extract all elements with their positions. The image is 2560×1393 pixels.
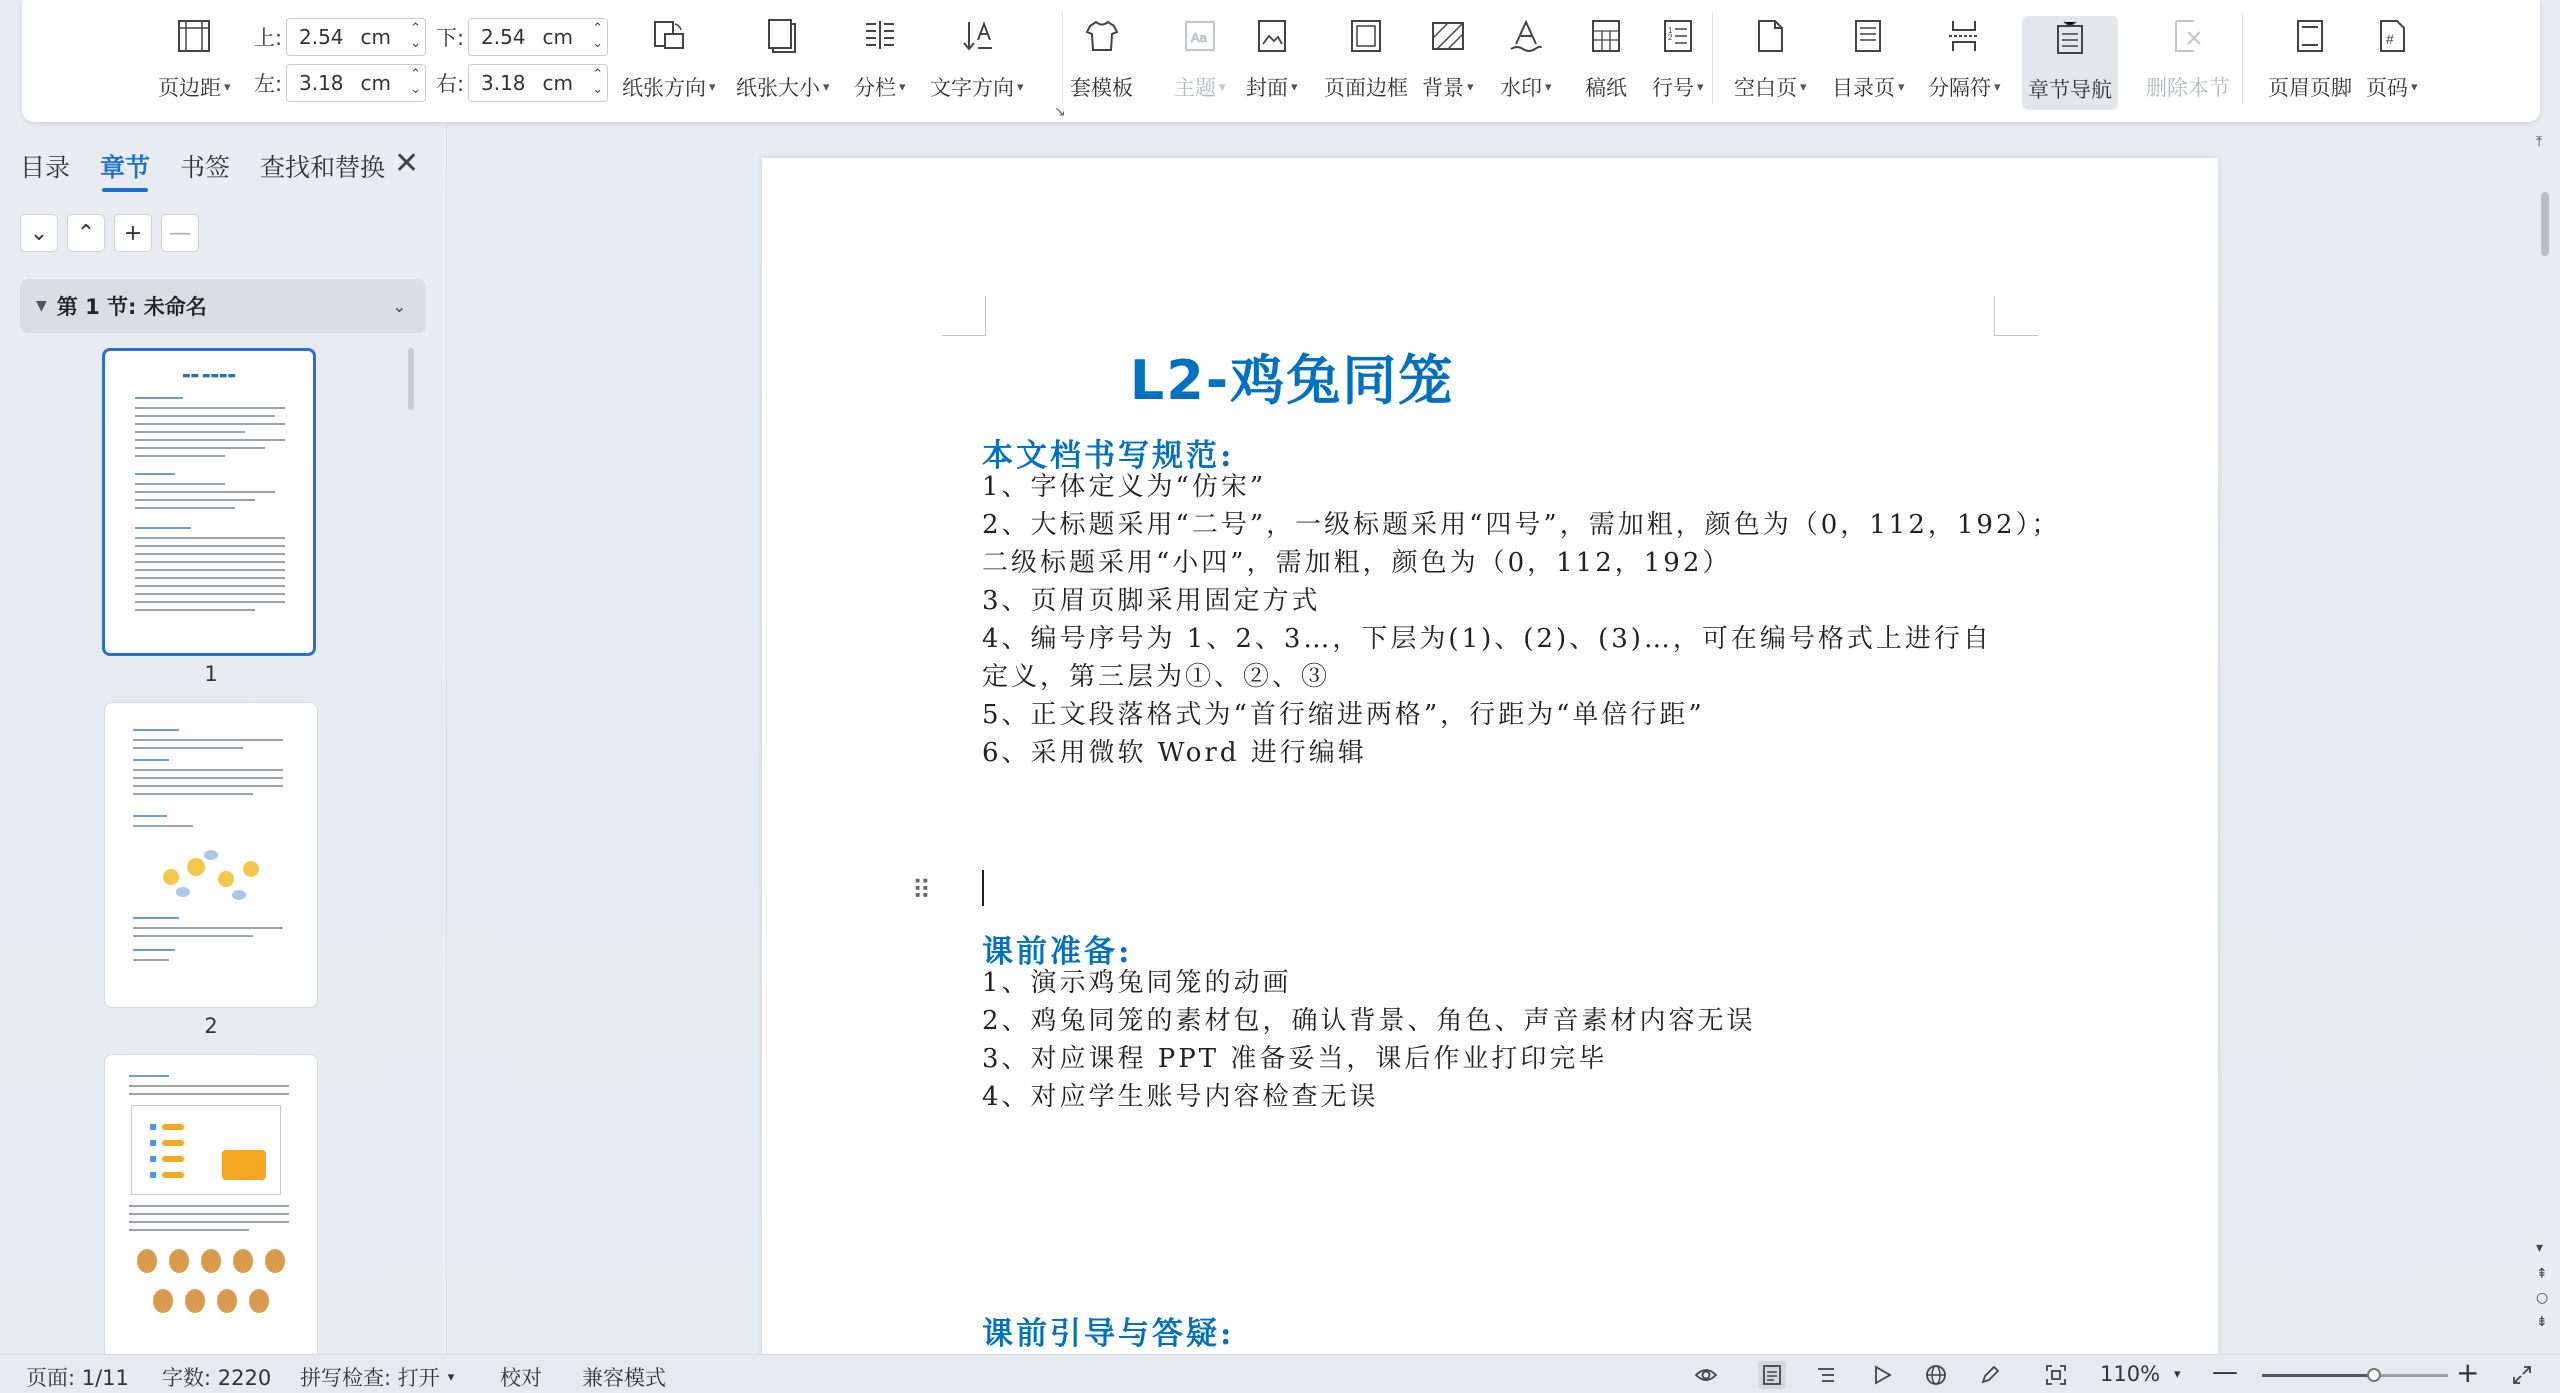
line-numbers-icon <box>1656 14 1700 58</box>
manuscript-grid-icon <box>1584 14 1628 58</box>
chevron-down-icon: ▾ <box>1219 79 1226 95</box>
prep-line: 2、鸡兔同笼的素材包，确认背景、角色、声音素材内容无误 <box>982 1006 1756 1036</box>
text-cursor <box>982 870 984 906</box>
page-number-icon <box>2370 14 2414 58</box>
cover-button[interactable] <box>1246 14 1298 102</box>
pen-icon[interactable] <box>1976 1361 2004 1389</box>
text-direction-button[interactable] <box>930 14 1024 102</box>
triangle-down-icon: ▼ <box>36 298 47 314</box>
tab-toc[interactable]: 目录 <box>20 153 71 182</box>
chevron-down-icon[interactable]: ⌄ <box>392 296 406 316</box>
tab-find-replace[interactable]: 查找和替换 <box>260 153 386 182</box>
section-title: 第 1 节: 未命名 <box>56 295 207 319</box>
margin-top-value: 2.54 <box>299 25 344 49</box>
nav-scrollbar[interactable] <box>408 348 414 410</box>
background-icon <box>1426 14 1470 58</box>
ribbon-divider <box>1712 12 1713 104</box>
margins-label: 页边距 <box>158 76 221 100</box>
toc-page-button[interactable] <box>1832 14 1905 102</box>
blank-page-button[interactable] <box>1734 14 1807 102</box>
spinner-arrows-icon[interactable]: ⌃ ⌄ <box>592 21 603 51</box>
header-footer-label: 页眉页脚 <box>2268 76 2352 100</box>
chevron-down-icon: ▾ <box>899 79 906 95</box>
tab-sections[interactable]: 章节 <box>100 148 150 184</box>
zoom-out-button[interactable]: — <box>2212 1357 2238 1387</box>
page-view-icon[interactable] <box>1758 1361 1786 1389</box>
text-direction-label: 文字方向 <box>930 76 1014 100</box>
thumb-title-mark: ▬▬ ▬▬▬▬ <box>182 371 236 381</box>
chevron-down-icon: ▾ <box>1291 79 1298 95</box>
thumbnail-page-number: 2 <box>204 1014 218 1038</box>
chicken-rabbit-illustration <box>151 837 271 907</box>
separator-label: 分隔符 <box>1928 76 1991 100</box>
status-bar <box>0 1354 2560 1393</box>
watermark-icon <box>1504 14 1548 58</box>
cover-label: 封面 <box>1246 76 1288 100</box>
margin-corner-mark <box>942 296 986 336</box>
drag-handle-icon[interactable]: ⠿ <box>912 876 929 906</box>
thumbnail-page-number: 1 <box>204 662 218 686</box>
section-toolbar <box>20 214 208 252</box>
chevron-down-icon: ▾ <box>823 79 830 95</box>
chevron-down-icon: ▾ <box>1800 79 1807 95</box>
page-number-button[interactable] <box>2366 14 2418 102</box>
play-icon[interactable] <box>1868 1361 1896 1389</box>
heading-guidance: 课前引导与答疑: <box>982 1316 1235 1352</box>
paper-size-button[interactable] <box>736 14 830 102</box>
manuscript-label: 稿纸 <box>1585 76 1627 100</box>
rule-line: 二级标题采用“小四”，需加粗，颜色为（0，112，192） <box>982 548 1732 578</box>
ribbon-divider <box>1062 12 1063 104</box>
margin-right-input[interactable] <box>468 64 608 102</box>
svg-text:1: 1 <box>1667 26 1673 35</box>
proofread-button[interactable]: 校对 <box>500 1366 542 1390</box>
margin-left-unit: cm <box>360 71 391 95</box>
blank-page-icon <box>1748 14 1792 58</box>
theme-button[interactable] <box>1174 14 1226 102</box>
zoom-slider-knob[interactable] <box>2367 1368 2381 1382</box>
fit-page-icon[interactable] <box>2042 1361 2070 1389</box>
rabbits-illustration <box>129 1239 295 1319</box>
section-nav-button[interactable] <box>2022 16 2118 110</box>
blank-page-label: 空白页 <box>1734 76 1797 100</box>
section-nav-label: 章节导航 <box>2028 78 2112 102</box>
columns-label: 分栏 <box>854 76 896 100</box>
page-thumbnail-1[interactable] <box>102 348 316 656</box>
page-number-label: 页码 <box>2366 76 2408 100</box>
margin-left-value: 3.18 <box>299 71 344 95</box>
margin-bottom-input[interactable] <box>468 18 608 56</box>
select-browse-icon[interactable]: ○ <box>2536 1290 2549 1306</box>
document-page[interactable] <box>762 158 2218 1358</box>
minus-icon[interactable]: — <box>161 214 199 252</box>
spell-check-toggle[interactable] <box>300 1362 454 1392</box>
prep-line: 1、演示鸡兔同笼的动画 <box>982 968 1292 998</box>
page-setup-launcher-icon[interactable]: ↘ <box>1054 104 1066 120</box>
chevron-down-icon: ▾ <box>1467 79 1474 95</box>
margin-top-row <box>254 18 426 56</box>
chevron-down-icon: ▾ <box>224 79 231 95</box>
word-count[interactable]: 字数: 2220 <box>162 1366 272 1390</box>
heading-writing-rules: 本文档书写规范: <box>982 438 1235 474</box>
close-icon[interactable]: ✕ <box>394 146 420 181</box>
background-button[interactable] <box>1422 14 1474 102</box>
margin-right-row <box>436 64 608 102</box>
zoom-dropdown[interactable] <box>2100 1362 2181 1386</box>
page-border-button[interactable] <box>1324 14 1408 102</box>
section-header[interactable] <box>20 279 426 333</box>
chevron-down-icon: ▾ <box>2174 1366 2181 1382</box>
margin-right-label: 右: <box>436 72 465 96</box>
prev-page-icon[interactable]: ⇞ <box>2536 1266 2548 1282</box>
page-thumbnail-3[interactable] <box>104 1054 318 1354</box>
rule-line: 5、正文段落格式为“首行缩进两格”，行距为“单倍行距” <box>982 700 1705 730</box>
orientation-button[interactable] <box>622 14 716 102</box>
page-count[interactable]: 页面: 1/11 <box>26 1366 129 1390</box>
panel-divider <box>446 124 447 1354</box>
watermark-label: 水印 <box>1500 76 1542 100</box>
margin-bottom-label: 下: <box>436 26 465 50</box>
chevron-down-icon: ▾ <box>709 79 716 95</box>
scroll-down-icon[interactable]: ▾ <box>2536 1240 2544 1256</box>
vertical-scrollbar[interactable] <box>2532 130 2558 1350</box>
orientation-icon <box>647 14 691 58</box>
chevron-down-icon: ▾ <box>2411 79 2418 95</box>
chevron-down-icon: ▾ <box>1697 79 1704 95</box>
tab-bookmarks[interactable]: 书签 <box>180 153 231 182</box>
margin-left-label: 左: <box>254 72 283 96</box>
zoom-slider-fill <box>2262 1374 2374 1377</box>
toc-page-icon <box>1846 14 1890 58</box>
eye-icon[interactable] <box>1692 1361 1720 1389</box>
heading-preparation: 课前准备: <box>982 934 1133 970</box>
rule-line: 6、采用微软 Word 进行编辑 <box>982 738 1367 768</box>
chevron-down-icon: ▾ <box>1994 79 2001 95</box>
background-label: 背景 <box>1422 76 1464 100</box>
separator-button[interactable] <box>1928 14 2001 102</box>
template-label: 套模板 <box>1070 76 1133 100</box>
margin-right-value: 3.18 <box>481 71 526 95</box>
navigation-panel <box>0 124 446 1354</box>
scroll-top-icon[interactable]: ⤒ <box>2536 134 2543 150</box>
orientation-label: 纸张方向 <box>622 76 706 100</box>
template-button[interactable] <box>1070 14 1133 102</box>
margins-button[interactable] <box>158 14 231 102</box>
spinner-arrows-icon[interactable]: ⌃ ⌄ <box>410 67 421 97</box>
margin-bottom-row <box>436 18 608 56</box>
rule-line: 2、大标题采用“二号”，一级标题采用“四号”，需加粗，颜色为（0，112，192）； <box>982 510 2061 540</box>
columns-button[interactable] <box>854 14 906 102</box>
spell-check-label: 拼写检查: 打开 <box>300 1366 440 1390</box>
margin-bottom-value: 2.54 <box>481 25 526 49</box>
zoom-in-button[interactable]: + <box>2456 1356 2480 1389</box>
zoom-level: 110% <box>2100 1362 2161 1386</box>
scratch-blocks-image <box>131 1105 281 1195</box>
margin-left-row <box>254 64 426 102</box>
delete-section-label: 删除本节 <box>2146 76 2230 100</box>
svg-text:#: # <box>2385 31 2394 47</box>
document-title: L2-鸡兔同笼 <box>1129 349 1455 412</box>
scrollbar-thumb[interactable] <box>2541 192 2549 256</box>
page-border-label: 页面边框 <box>1324 76 1408 100</box>
zoom-slider[interactable] <box>2262 1374 2448 1377</box>
spinner-arrows-icon[interactable]: ⌃ ⌄ <box>410 21 421 51</box>
rule-line: 1、字体定义为“仿宋” <box>982 472 1267 502</box>
rule-line: 3、页眉页脚采用固定方式 <box>982 586 1321 616</box>
chevron-down-icon[interactable]: ⌄ <box>20 214 58 252</box>
chevron-up-icon[interactable]: ⌃ <box>67 214 105 252</box>
margin-bottom-unit: cm <box>542 25 573 49</box>
rule-line: 定义，第三层为①、②、③ <box>982 662 1331 692</box>
header-footer-button[interactable] <box>2268 14 2352 102</box>
page-layout-ribbon <box>22 0 2540 122</box>
compat-mode-label: 兼容模式 <box>582 1366 666 1390</box>
margin-top-unit: cm <box>360 25 391 49</box>
chevron-down-icon: ▾ <box>1545 79 1552 95</box>
delete-section-icon <box>2166 14 2210 58</box>
prep-line: 3、对应课程 PPT 准备妥当，课后作业打印完毕 <box>982 1044 1608 1074</box>
toc-page-label: 目录页 <box>1832 76 1895 100</box>
line-numbers-button[interactable] <box>1652 14 1704 102</box>
margin-corner-mark <box>1994 296 2038 336</box>
svg-text:Aa: Aa <box>1190 30 1207 45</box>
text-direction-icon <box>955 14 999 58</box>
chevron-down-icon: ▾ <box>1898 79 1905 95</box>
chevron-down-icon: ▾ <box>447 1369 455 1385</box>
section-nav-icon <box>2048 16 2092 60</box>
margin-right-unit: cm <box>542 71 573 95</box>
margins-icon <box>172 14 216 58</box>
paper-size-icon <box>761 14 805 58</box>
fullscreen-icon[interactable] <box>2508 1361 2536 1389</box>
prep-line: 4、对应学生账号内容检查无误 <box>982 1082 1379 1112</box>
spinner-arrows-icon[interactable]: ⌃ ⌄ <box>592 67 603 97</box>
margin-top-input[interactable] <box>286 18 426 56</box>
outline-view-icon[interactable] <box>1812 1361 1840 1389</box>
svg-text:2: 2 <box>1667 33 1673 42</box>
ribbon-divider <box>2242 12 2243 104</box>
web-view-globe-icon[interactable] <box>1922 1361 1950 1389</box>
manuscript-button[interactable] <box>1584 14 1628 102</box>
margin-top-label: 上: <box>254 26 283 50</box>
watermark-button[interactable] <box>1500 14 1552 102</box>
page-thumbnail-2[interactable] <box>104 702 318 1008</box>
chevron-down-icon: ▾ <box>1017 79 1024 95</box>
separator-icon <box>1942 14 1986 58</box>
rule-line: 4、编号序号为 1、2、3…，下层为(1)、(2)、(3)…，可在编号格式上进行自 <box>982 624 1992 654</box>
template-shirt-icon <box>1080 14 1124 58</box>
next-page-icon[interactable]: ⇟ <box>2536 1314 2548 1330</box>
margin-left-input[interactable] <box>286 64 426 102</box>
plus-icon[interactable]: + <box>114 214 152 252</box>
page-border-icon <box>1344 14 1388 58</box>
theme-label: 主题 <box>1174 76 1216 100</box>
nav-tabs <box>20 148 415 184</box>
header-footer-icon <box>2288 14 2332 58</box>
theme-icon <box>1178 14 1222 58</box>
cover-page-icon <box>1250 14 1294 58</box>
paper-size-label: 纸张大小 <box>736 76 820 100</box>
columns-icon <box>858 14 902 58</box>
line-numbers-label: 行号 <box>1652 76 1694 100</box>
delete-section-button[interactable] <box>2146 14 2230 102</box>
